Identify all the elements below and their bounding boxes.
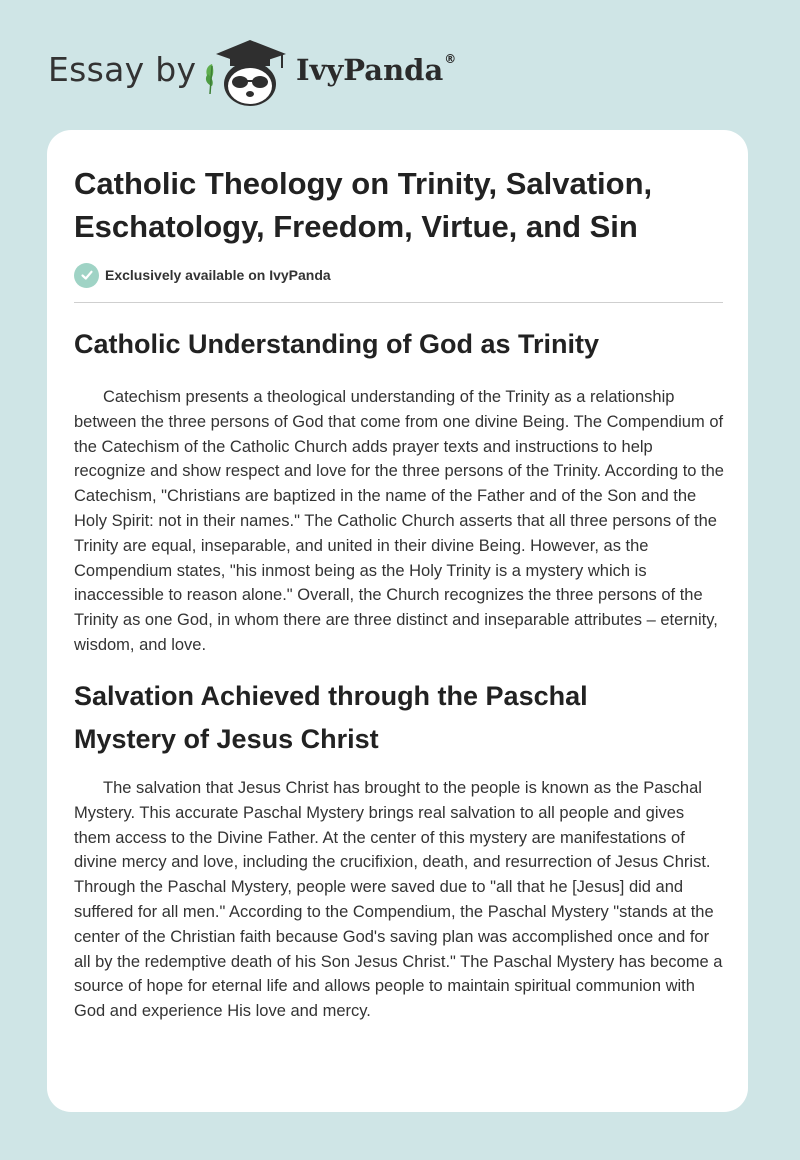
section-paragraph: The salvation that Jesus Christ has brought to the people is known as the Paschal Mystery. This accurate Paschal Mystery brings real salvation to all people and gives them access to the Divine Father. At the center of this mystery are manifestations of divine mercy and love, including the crucifixion, death, and resurrection of Jesus Christ. Through the Paschal Mystery, people were saved due to "all that he [Jesus] did and suffered for all men." According to the Compendium, the Paschal Mystery "stands at the center of the Christian faith because God's saving plan was accomplished once and for all by the redemptive death of his Son Jesus Christ." The Paschal Mystery has become a source of hope for eternal life and allows people to maintain spiritual communion with God and experience His love and mercy. [74, 779, 723, 1021]
exclusive-badge [74, 262, 331, 288]
badge-text: Exclusively available on IvyPanda [105, 267, 331, 283]
panda-graduate-logo-icon[interactable] [200, 36, 292, 108]
essay-by-label: Essay by [48, 50, 197, 89]
brand-name[interactable] [296, 53, 456, 87]
brand-text: IvyPanda [296, 53, 444, 87]
article-card [47, 130, 748, 1112]
section-heading: Catholic Understanding of God as Trinity [74, 329, 600, 359]
site-header [0, 0, 800, 120]
article-title: Catholic Theology on Trinity, Salvation, Eschatology, Freedom, Virtue, and Sin [74, 166, 653, 244]
registered-mark: ® [444, 52, 457, 67]
section-heading: Salvation Achieved through the Paschal Mystery of Jesus Christ [74, 681, 588, 754]
check-icon [74, 263, 99, 288]
section-paragraph: Catechism presents a theological understanding of the Trinity as a relationship between the three persons of God that come from one divine Being. The Compendium of the Catechism of the Catholic Church adds prayer texts and instructions to help recognize and show respect and love for the three persons of the Trinity. According to the Catechism, "Christians are baptized in the name of the Father and of the Son and the Holy Spirit: not in their names." The Catholic Church asserts that all three persons of the Trinity are equal, inseparable, and united in their divine Being. However, as the Compendium states, "his inmost being as the Holy Trinity is a mystery which is inaccessible to reason alone." Overall, the Church recognizes the three persons of the Trinity as one God, in whom there are three distinct and inseparable attributes – eternity, wisdom, and love. [74, 388, 724, 654]
divider [74, 302, 723, 303]
